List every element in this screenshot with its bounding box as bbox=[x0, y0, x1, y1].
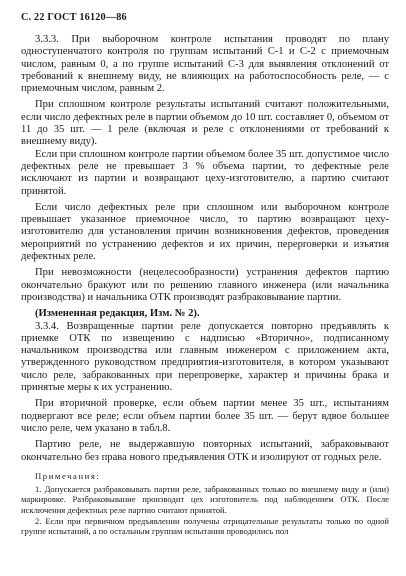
amendment-note: (Измененная редакция, Изм. № 2). bbox=[35, 308, 200, 320]
paragraph-large-batch: Если при сплошном контроле партии объемом более 35 шт. допустимое число дефектных реле не превышает 3 % объема партии, то дефектные реле исключают из партии и возвращают цеху-изготовителю, а партию считают принятой. bbox=[21, 148, 389, 197]
main-text bbox=[21, 34, 389, 464]
paragraph-defect-return: Если число дефектных реле при сплошном или выборочном контроле превышает указанное приемочное число, то партию возвращают цеху-изготовителю для установления причин возникновения дефектов, проведения мероприятий по устранению дефектов и их причин, переproверки и изъятия дефектных реле. bbox=[21, 201, 389, 263]
note-item-2: 2. Если при первичном предъявлении получены отрицательные результаты только по одной группе испытаний, а по остальным группам испытания проводились пол bbox=[21, 515, 389, 537]
notes-section bbox=[21, 471, 389, 537]
paragraph-impossibility: При невозможности (нецелесообразности) устранения дефектов партию окончательно бракуют или по решению главного инженера (или начальника производства) и начальника ОТК производят разбраковывание партии. bbox=[21, 267, 389, 303]
paragraph-full-control: При сплошном контроле результаты испытаний считают положительными, если число дефектных реле в партии объемом до 10 шт. составляет 0, объемом от 11 до 35 шт. — 1 реле (включая и реле с отклонениями от требований к внешнему виду). bbox=[21, 99, 389, 148]
note-item-1: 1. Допускается разбраковывать партии реле, забракованных только по внешнему виду и (или) маркировке. Разбраковывание производит цех изготовитель под наблюдением ОТК. После исключения дефектных реле партию считают принятой. bbox=[21, 483, 389, 515]
paragraph-final-reject: Партию реле, не выдержавшую повторных испытаний, забраковывают окончательно без права нового предъявления ОТК и изолируют от годных реле. bbox=[21, 439, 389, 463]
paragraph-3-3-3: 3.3.3. При выборочном контроле испытания проводят по плану одноступенчатого контроля по группам испытаний С-1 и С-2 с приемочным числом, равным 0, а по группе испытаний С-3 для выявления отклонений от требований к внешнему виду, не влияющих на работоспособность реле, — с приемочным числом, равным 2. bbox=[21, 34, 389, 95]
paragraph-second-check: При вторичной проверке, если объем партии менее 35 шт., испытаниям подвергают все реле; если объем партии более 35 шт. — берут вдвое большее число реле, чем указано в табл.8. bbox=[21, 398, 389, 434]
page-header: С. 22 ГОСТ 16120—86 bbox=[21, 12, 127, 23]
document-page bbox=[21, 12, 389, 568]
paragraph-3-3-4: 3.3.4. Возвращенные партии реле допускается повторно предъявлять к приемке ОТК по извещению с надписью «Вторично», подписанному начальником производства или главным инженером с приложением акта, утвержденного руководством предприятия-изготовителя, в котором указывают число реле, забракованных при перепроверке, характер и причины брака и принятые меры к их устранению. bbox=[21, 320, 389, 394]
notes-title: Примечания: bbox=[35, 470, 101, 481]
